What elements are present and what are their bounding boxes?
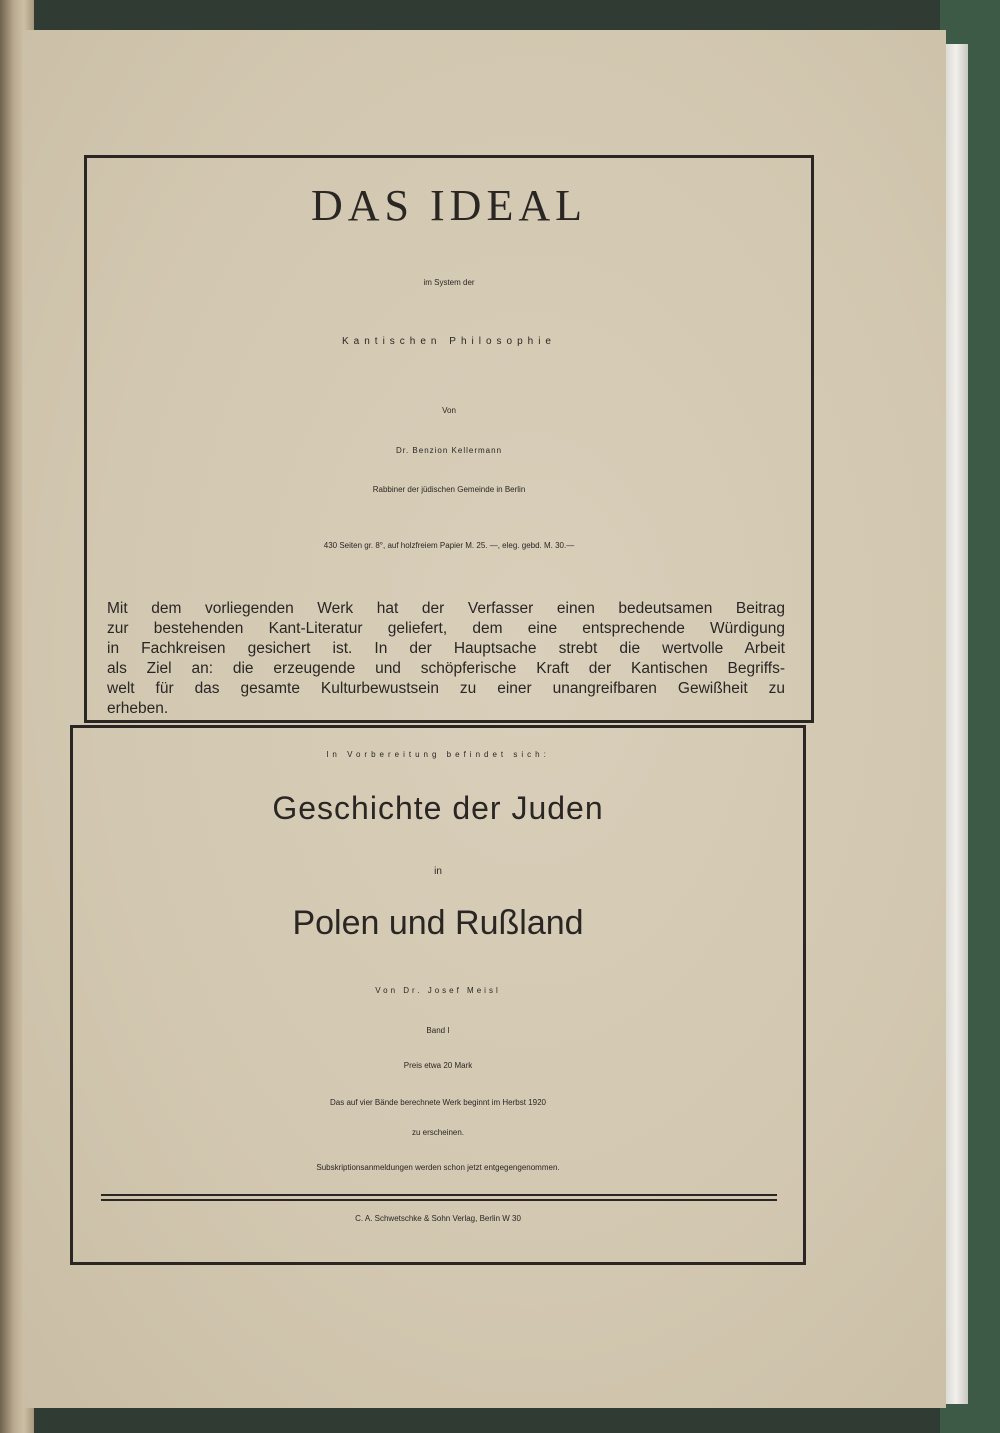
page-stack-edge [944,44,968,1404]
author-name: Dr. Benzion Kellermann [395,446,503,455]
advertisement-kellermann [84,155,814,723]
price-label: Preis etwa 20 Mark [403,1061,473,1070]
by-label: Von [442,406,456,415]
description-line: in Fachkreisen gesichert ist. In der Hauptsache strebt die wertvolle Arbeit [107,640,785,657]
price-line: 430 Seiten gr. 8°, auf holzfreiem Papier M. 25. —, eleg. gebd. M. 30.— [323,541,575,550]
description-line: Mit dem vorliegenden Werk hat der Verfasser einen bedeutsamen Beitrag [107,600,785,617]
book-description [107,599,785,719]
book-subtitle: im System der [423,278,475,287]
description-line: zur bestehenden Kant-Literatur geliefert, dem eine entsprechende Würdigung [107,620,785,637]
book-heading: Kantischen Philosophie [342,336,556,347]
divider-rule [101,1199,777,1201]
description-line: welt für das gesamte Kulturbewustsein zu einer unangreifbaren Gewißheit zu [107,680,785,697]
description-line: erheben. [107,700,169,717]
publication-note: Das auf vier Bände berechnete Werk beginnt im Herbst 1920 [330,1098,546,1107]
book-title: Geschichte der Juden [272,790,604,826]
subscription-note: Subskriptionsanmeldungen werden schon jetzt entgegengenommen. [316,1163,560,1172]
author-name: Von Dr. Josef Meisl [375,986,501,995]
preparation-intro: In Vorbereitung befindet sich: [326,750,550,759]
author-role: Rabbiner der jüdischen Gemeinde in Berlin [372,485,526,494]
publication-note-continued: zu erscheinen. [411,1128,465,1137]
book-title: DAS IDEAL [311,181,587,230]
divider-rule [101,1194,777,1196]
book-title-line: Polen und Rußland [292,904,584,942]
advertisement-meisl [70,725,806,1265]
publisher-imprint: C. A. Schwetschke & Sohn Verlag, Berlin W 30 [355,1214,521,1223]
book-title-connector: in [434,866,442,877]
description-line: als Ziel an: die erzeugende und schöpferische Kraft der Kantischen Begriffs- [107,660,785,677]
volume-label: Band I [426,1026,450,1035]
